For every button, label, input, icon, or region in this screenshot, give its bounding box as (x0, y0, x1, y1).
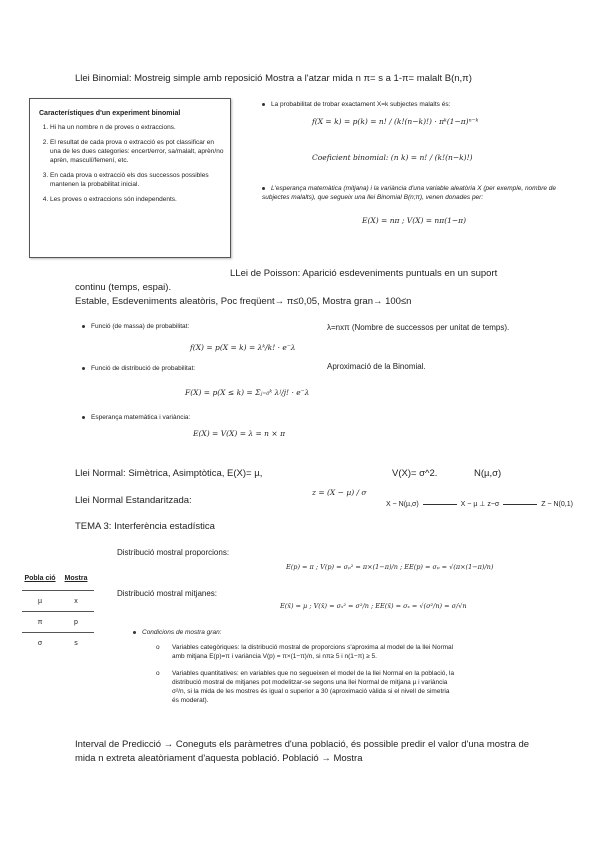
z-formula: z = (X − µ) / σ (312, 488, 367, 497)
binomial-pmf-formula: f(X = k) = p(k) = n! / (k!(n−k)!) · πᵏ(1−π)ⁿ⁻ᵏ (312, 117, 479, 126)
bullet-icon (133, 631, 136, 634)
binomial-title: Llei Binomial: Mostreig simple amb reposició Mostra a l'atzar mida n π= s a 1-π= malalt B(n,π) (75, 73, 472, 84)
approximation-note: Aproximació de la Binomial. (327, 362, 426, 371)
poisson-title-continuation: continu (temps, espai). (75, 282, 172, 293)
binomial-expectation-text: L'esperança matemàtica (mitjana) i la variància d'una variable aleatòria X (per exemple, nombre de subjectes malalts), que segueix una llei Binomial B(n;π), venen donades per: (262, 185, 557, 201)
poisson-item-label: Esperança matemàtica i variància: (82, 413, 190, 422)
list-item: 2. El resultat de cada prova o extracció es pot classificar en una de les dues categories: encert/error, sa/malalt, aprèn/no aprèn, masculí/femení, etc. (50, 138, 224, 165)
table-cell: s (58, 633, 94, 654)
lambda-note: λ=nxπ (Nombre de successos per unitat de temps). (327, 323, 510, 332)
poisson-conditions: Estable, Esdeveniments aleatòris, Poc freqüent→ π≤0,05, Mostra gran→ 100≤n (75, 296, 412, 307)
table-cell: σ (22, 633, 58, 654)
standardization-chain: X ~ N(µ,σ) X − µ ⊥ z−σ Z ~ N(0,1) (386, 501, 573, 508)
list-item: o Variables quantitatives: en variables que no segueixen el model de la llei Normal en la població, la distribució mostral de mitjanes pot modelitzar-se segons una llei Normal de mitjana µ i variància σ²/n, si la mida de les mostres és igual o superior a 30 (aproximació vàlida si el nivell de simetria és moderat). (156, 670, 455, 704)
list-item: o Variables categòriques: la distribució mostral de proporcions s'aproxima al model de la llei Normal amb mitjana E(p)=π i variància V(p) = π×(1−π)/n, si nπ≥ 5 i n(1−π) ≥ 5. (156, 644, 454, 660)
binomial-expectation-formula: E(X) = nπ ; V(X) = nπ(1−π) (362, 216, 467, 225)
list-item: 3. En cada prova o extracció els dos successos possibles mantenen la probabilitat inicial. (50, 171, 224, 189)
poisson-pmf-formula: f(X) = p(X = k) = λᵏ/k! · e⁻λ (190, 343, 296, 352)
standardized-normal-title: Llei Normal Estandaritzada: (75, 495, 192, 506)
list-item: 1. Hi ha un nombre n de proves o extraccions. (50, 123, 224, 132)
poisson-item-label: Funció de distribució de probabilitat: (82, 364, 195, 373)
normal-variance: V(X)= σ^2. (392, 468, 438, 479)
characteristics-list (30, 123, 224, 204)
tema3-title: TEMA 3: Interferència estadística (75, 521, 215, 532)
bullet-icon (262, 187, 265, 190)
poisson-cdf-formula: F(X) = p(X ≤ k) = Σⱼ₌₀ᵏ λʲ/j! · e⁻λ (185, 388, 310, 397)
poisson-item-label: Funció (de massa) de probabilitat: (82, 322, 189, 331)
population-sample-table (22, 566, 94, 653)
conditions-list (156, 643, 458, 705)
binomial-coefficient-formula: Coeficient binomial: (n k) = n! / (k!(n−k)!) (312, 153, 473, 162)
table-cell: π (22, 612, 58, 633)
normal-line: Llei Normal: Simètrica, Asimptòtica, E(X)= µ, (75, 468, 263, 479)
mean-distribution-title: Distribució mostral mitjanes: (117, 589, 218, 598)
bullet-icon (82, 367, 85, 370)
table-cell: x (58, 591, 94, 612)
proportion-distribution-title: Distribució mostral proporcions: (117, 548, 230, 557)
table-header: Pobla ció (24, 574, 56, 582)
box-title: Característiques d'un experiment binomial (39, 110, 181, 117)
circle-bullet-icon: o (156, 670, 160, 677)
binomial-characteristics-box (29, 98, 231, 258)
poisson-title: LLei de Poisson: Aparició esdeveniments puntuals en un suport (230, 268, 498, 279)
table-cell: p (58, 612, 94, 633)
poisson-expectation-formula: E(X) = V(X) = λ = n × π (193, 429, 285, 438)
bullet-icon (82, 325, 85, 328)
arrow-line-icon (503, 504, 537, 505)
bullet-icon (82, 416, 85, 419)
arrow-line-icon (423, 504, 457, 505)
mean-distribution-formula: E(x̄) = µ ; V(x̄) = σₓ² = σ²/n ; EE(x̄) = σₓ = √(σ²/n) = σ/√n (280, 602, 467, 610)
normal-notation: N(µ,σ) (474, 468, 502, 479)
list-item: 4. Les proves o extraccions són independents. (50, 195, 224, 204)
circle-bullet-icon: o (156, 644, 160, 651)
proportion-distribution-formula: E(p) = π ; V(p) = σₚ² = π×(1−π)/n ; EE(p) = σₚ = √(π×(1−π)/n) (286, 563, 494, 571)
table-cell: µ (22, 591, 58, 612)
prediction-interval-text: Interval de Predicció → Coneguts els paràmetres d'una població, és possible predir el valor d'una mostra de mida n extreta aleatòriament d'aquesta població. Població → Mostra (75, 739, 530, 764)
bullet-icon (262, 103, 265, 106)
binomial-probability-text: La probabilitat de trobar exactament X=k subjectes malalts és: (262, 100, 562, 109)
table-header: Mostra (64, 574, 88, 582)
large-sample-conditions-title: Condicions de mostra gran: (133, 628, 222, 637)
